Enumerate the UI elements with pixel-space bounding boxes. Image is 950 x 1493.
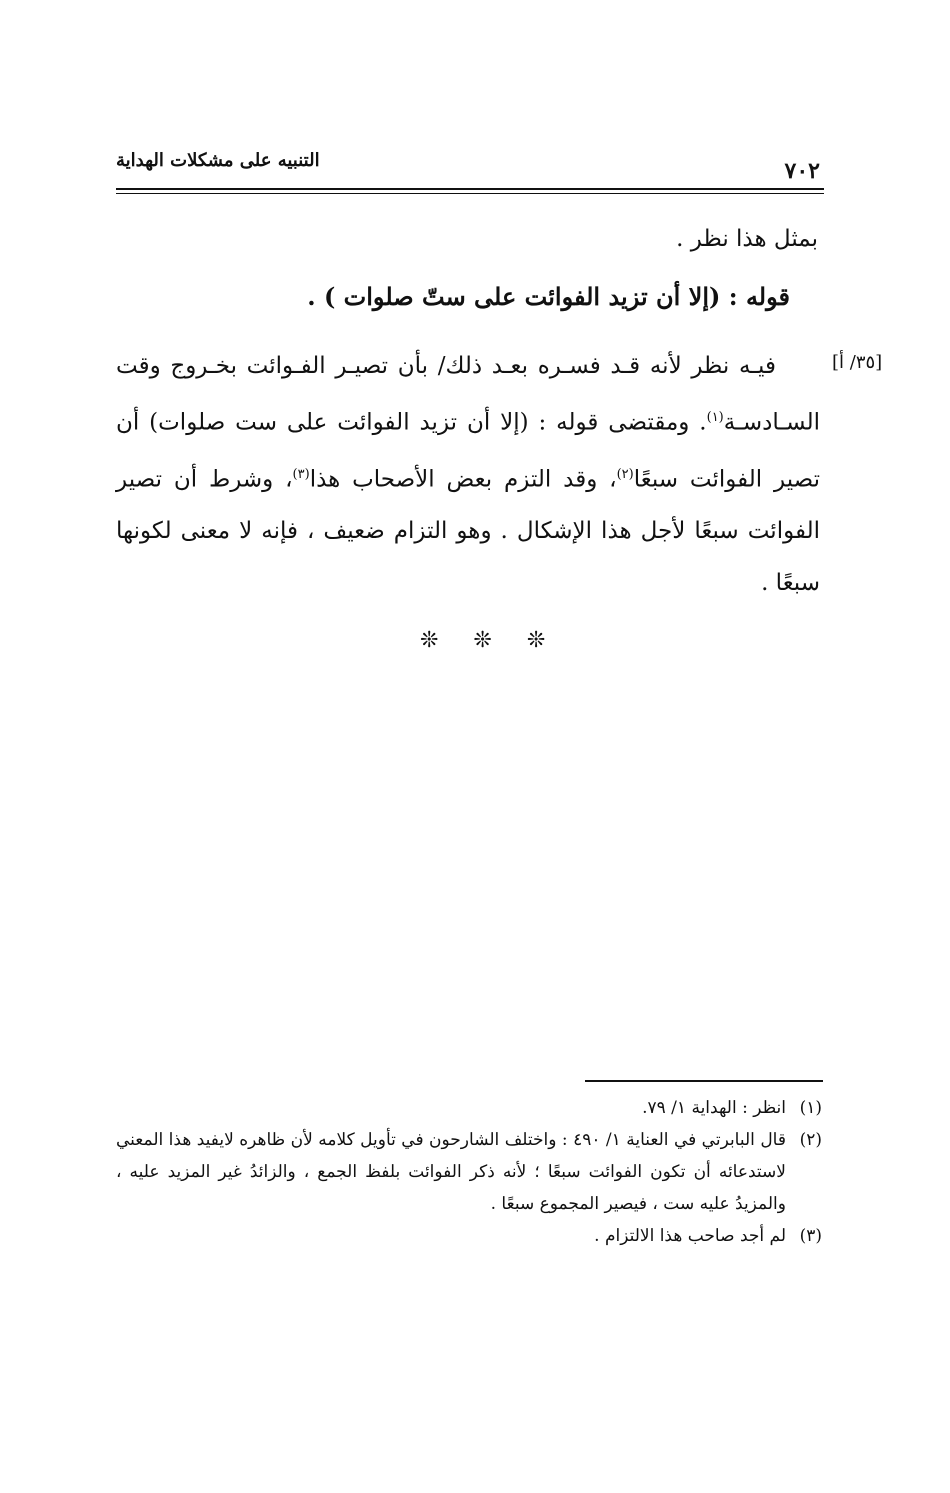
footnote xyxy=(116,1124,822,1220)
header-title: التنبيه على مشكلات الهداية xyxy=(116,150,320,171)
footnote-rule xyxy=(585,1080,823,1082)
footnote xyxy=(116,1092,822,1124)
footnote-number: (٢) xyxy=(799,1130,822,1150)
footnotes xyxy=(116,1092,822,1252)
footnote-number: (٣) xyxy=(799,1226,822,1246)
paragraph-text: ، وشرط أن تصير الفوائت سبعًا لأجل هذا الإشكال . وهو التزام ضعيف ، فإنه لا معنى لكونها سبعًا . xyxy=(116,466,820,597)
footnote-text: قال البابرتي في العناية ١/ ٤٩٠ : واختلف الشارحون في تأويل كلامه لأن ظاهره لايفيد هذا المعني لاستدعائه أن تكون الفوائت سبعًا ؛ لأنه ذكر الفوائت بلفظ الجمع ، والزائدُ غير المزيد عليه ، والمزيدُ عليه ست ، فيصير المجموع سبعًا . xyxy=(116,1130,786,1214)
footnote-ref-3: (٣) xyxy=(292,466,310,482)
manuscript-folio-ref: [٣٥/ أ] xyxy=(832,352,883,373)
paragraph-text: ، وقد التزم بعض الأصحاب هذا xyxy=(309,466,617,493)
quoted-heading: قوله : (إلا أن تزيد الفوائت على ستّ صلوات ) . xyxy=(307,282,790,311)
text-line: بمثل هذا نظر . xyxy=(676,226,818,252)
paragraph-text: . ومقتضى قوله : (إلا أن تزيد الفوائت على ست صلوات) أن تصير الفوائت سبعًا xyxy=(116,409,820,493)
footnote-number: (١) xyxy=(799,1098,822,1118)
footnote xyxy=(116,1220,822,1252)
main-paragraph xyxy=(116,340,820,609)
running-header xyxy=(116,148,824,188)
footnote-text: لم أجد صاحب هذا الالتزام . xyxy=(594,1226,786,1246)
footnote-ref-2: (٢) xyxy=(616,466,634,482)
section-separator: ❊ ❊ ❊ xyxy=(420,628,560,653)
footnote-text: انظر : الهداية ١/ ٧٩. xyxy=(642,1098,786,1118)
footnote-ref-1: (١) xyxy=(706,410,724,425)
paragraph-text: فيـه نظر لأنه قـد فسـره بعـد ذلك/ بأن تصيـر الفـوائت بخـروج وقت السـادسـة xyxy=(116,353,820,436)
page-number: ٧٠٢ xyxy=(784,158,820,184)
header-rule xyxy=(116,188,824,190)
header-rule-thin xyxy=(116,193,824,194)
